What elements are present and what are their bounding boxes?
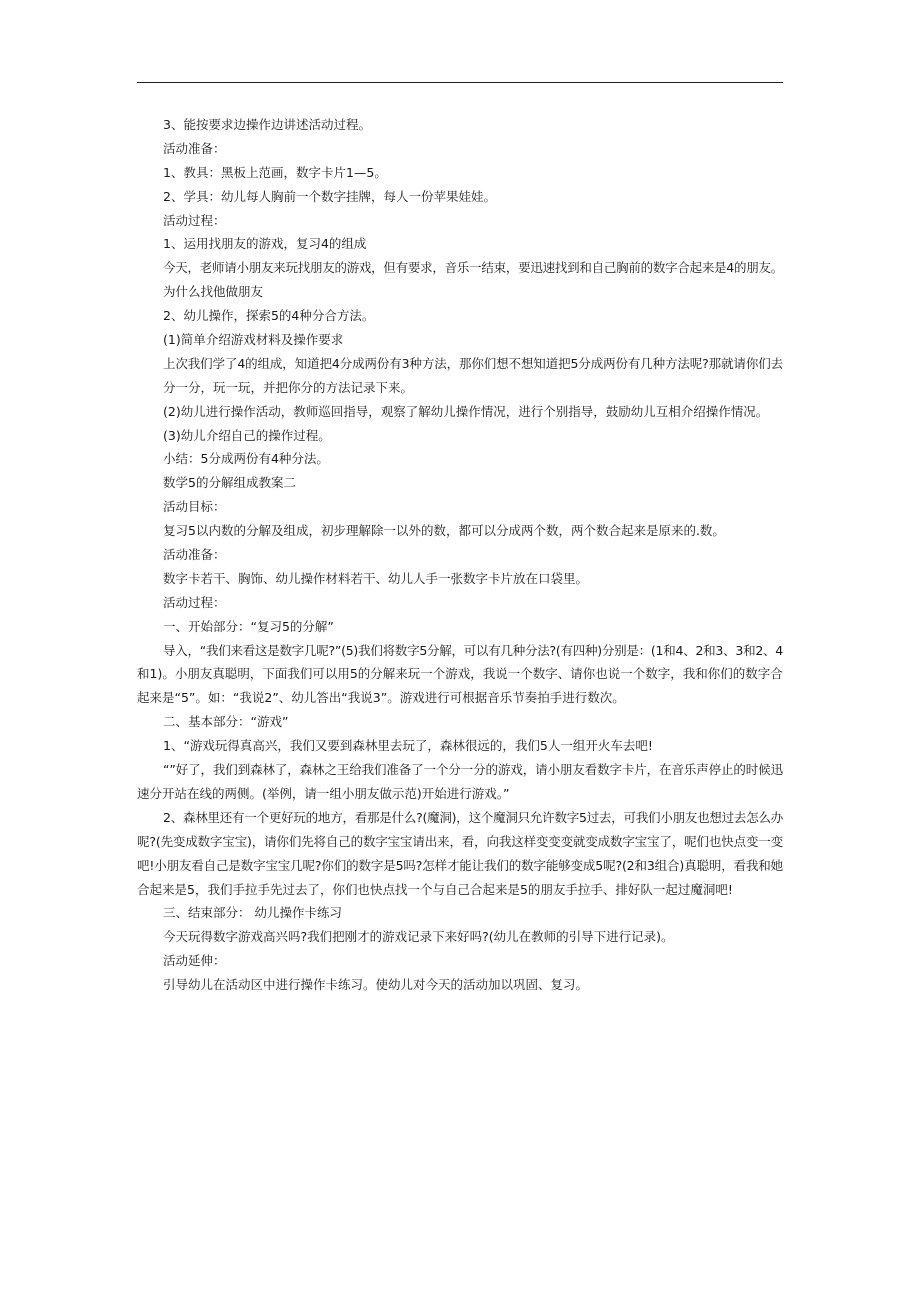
text-line: 导入，“我们来看这是数字几呢?”(5)我们将数字5分解，可以有几种分法?(有四种)分别是：(1和4、2和3、3和2、4 [163, 642, 783, 658]
text-line: 为什么找他做朋友 [163, 284, 264, 300]
text-line: 分一分，玩一玩，并把你分的方法记录下来。 [163, 379, 414, 395]
text-line: 起来是“5”。如：“我说2”、幼儿答出“我说3”。游戏进行可根据音乐节奏拍手进行数次。 [137, 690, 625, 706]
text-line: 和1)。小朋友真聪明，下面我们可以用5的分解来玩一个游戏，我说一个数字、请你也说一个数字，我和你们的数字合 [137, 666, 783, 682]
text-line: 呢?(先变成数字宝宝)，请你们先将自己的数字宝宝请出来，看，向我这样变变变就变成数字宝宝了，呢们也快点变一变 [137, 833, 783, 849]
text-line: (3)幼儿介绍自己的操作过程。 [163, 427, 331, 443]
text-line: 活动过程： [163, 212, 226, 228]
text-line: 今天玩得数字游戏高兴吗?我们把刚才的游戏记录下来好吗?(幼儿在教师的引导下进行记录)。 [163, 929, 674, 945]
text-line: 今天，老师请小朋友来玩找朋友的游戏，但有要求，音乐一结束，要迅速找到和自己胸前的数字合起来是4的朋友。 [163, 260, 783, 276]
text-line: 合起来是5，我们手拉手先过去了，你们也快点找一个与自己合起来是5的朋友手拉手、排好队一起过魔洞吧! [137, 881, 733, 897]
text-line: 数学5的分解组成教案二 [163, 475, 296, 491]
text-line: 2、学具：幼儿每人胸前一个数字挂牌，每人一份苹果娃娃。 [163, 188, 496, 204]
text-line: 引导幼儿在活动区中进行操作卡练习。使幼儿对今天的活动加以巩固、复习。 [163, 977, 589, 993]
text-line: 1、运用找朋友的游戏，复习4的组成 [163, 236, 367, 252]
text-line: 活动目标： [163, 499, 226, 515]
text-line: “”好了，我们到森林了，森林之王给我们准备了一个分一分的游戏，请小朋友看数字卡片，在音乐声停止的时候迅 [163, 762, 783, 778]
text-line: 数字卡若干、胸饰、幼儿操作材料若干、幼儿人手一张数字卡片放在口袋里。 [163, 570, 589, 586]
text-line: 上次我们学了4的组成，知道把4分成两份有3种方法，那你们想不想知道把5分成两份有几种方法呢?那就请你们去 [163, 355, 783, 371]
text-line: 一、开始部分：“复习5的分解” [163, 618, 334, 634]
text-line: 二、基本部分：“游戏” [163, 714, 289, 730]
text-line: (1)简单介绍游戏材料及操作要求 [163, 332, 344, 348]
text-line: 活动过程： [163, 594, 226, 610]
text-line: 吧!小朋友看自己是数字宝宝几呢?你们的数字是5吗?怎样才能让我们的数字能够变成5呢?(2和3组合)真聪明，看我和她 [137, 857, 783, 873]
text-line: 速分开站在线的两侧。(举例，请一组小朋友做示范)开始进行游戏。” [137, 785, 510, 801]
header-rule [137, 82, 783, 83]
text-line: 活动准备： [163, 140, 226, 156]
text-line: 1、教具：黑板上范画，数字卡片1—5。 [163, 164, 387, 180]
text-line: (2)幼儿进行操作活动，教师巡回指导，观察了解幼儿操作情况，进行个别指导，鼓励幼儿互相介绍操作情况。 [163, 403, 769, 419]
text-line: 活动延伸： [163, 953, 226, 969]
text-line: 复习5以内数的分解及组成，初步理解除一以外的数，都可以分成两个数，两个数合起来是原来的.数。 [163, 523, 725, 539]
text-line: 2、幼儿操作，探索5的4种分合方法。 [163, 308, 375, 324]
document-body [137, 113, 783, 997]
text-line: 三、结束部分： 幼儿操作卡练习 [163, 905, 342, 921]
text-line: 3、能按要求边操作边讲述活动过程。 [163, 117, 371, 132]
text-line: 1、“游戏玩得真高兴，我们又要到森林里去玩了，森林很远的，我们5人一组开火车去吧! [163, 738, 653, 754]
text-line: 小结：5分成两份有4种分法。 [163, 451, 329, 467]
text-line: 活动准备： [163, 547, 226, 563]
text-line: 2、森林里还有一个更好玩的地方，看那是什么?(魔洞)，这个魔洞只允许数字5过去，可我们小朋友也想过去怎么办 [163, 809, 783, 825]
